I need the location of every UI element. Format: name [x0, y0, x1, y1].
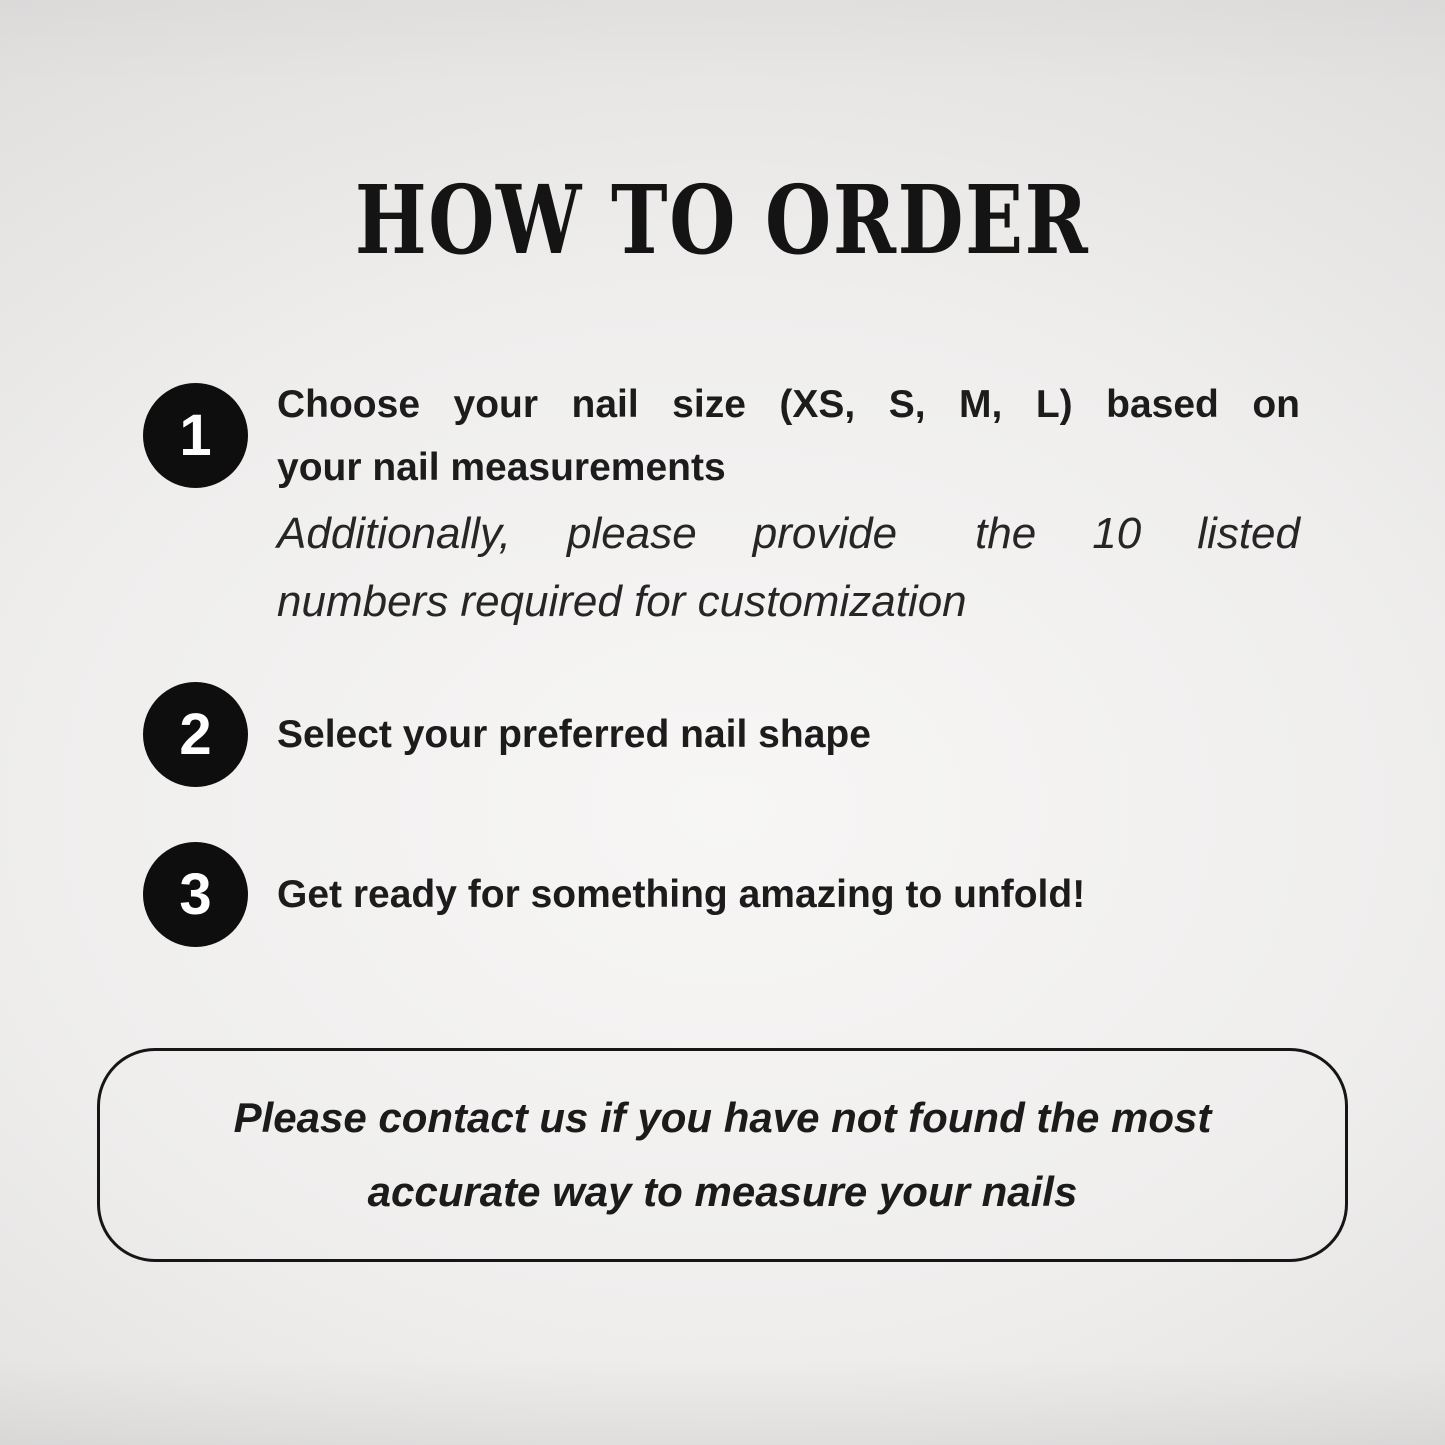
step-2-number-badge — [143, 682, 248, 787]
step-2-text — [277, 703, 1300, 766]
step-2-number: 2 — [179, 701, 212, 767]
title-wrap — [0, 165, 1445, 276]
step-1-number-badge — [143, 383, 248, 488]
step-2-text-line-1: Select your preferred nail shape — [277, 713, 871, 756]
step-1-text — [277, 373, 1300, 499]
step-3-number-badge — [143, 842, 248, 947]
step-1-text-line-2: your nail measurements — [277, 446, 726, 489]
page-title: HOW TO ORDER — [355, 165, 1090, 276]
step-3-number: 3 — [179, 861, 212, 927]
contact-note-line-1: Please contact us if you have not found the most — [233, 1094, 1212, 1141]
contact-note-line-2: accurate way to measure your nails — [367, 1168, 1078, 1215]
step-1-note-line-2: numbers required for customization — [277, 577, 967, 626]
step-1-text-line-1: Choose your nail size (XS, S, M, L) based on — [277, 383, 1300, 426]
step-1-number: 1 — [179, 402, 212, 468]
contact-note-box — [97, 1048, 1348, 1262]
step-1-note — [277, 500, 1300, 636]
step-3-text-line-1: Get ready for something amazing to unfold! — [277, 873, 1086, 916]
step-1-note-line-1: Additionally, please provide the 10 listed — [277, 509, 1300, 558]
step-3-text — [277, 863, 1300, 926]
